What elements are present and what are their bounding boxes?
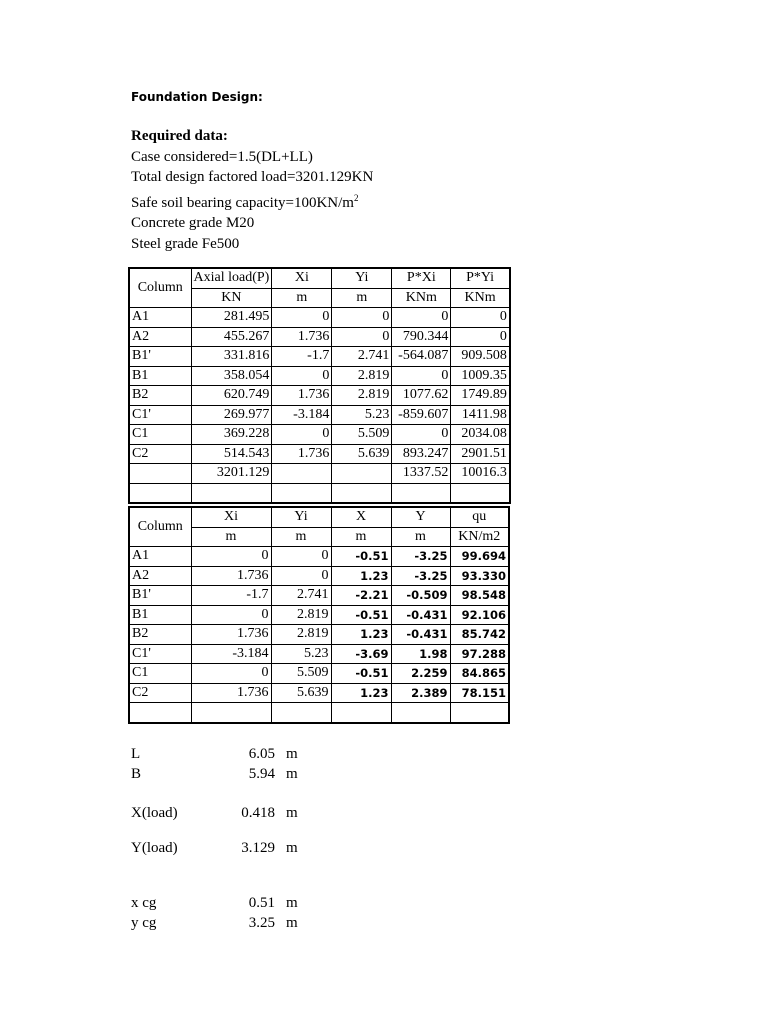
table-row <box>129 347 510 367</box>
summary-unit: m <box>286 746 298 762</box>
table-row <box>129 405 510 425</box>
header-cell: Axial load(P) <box>191 268 272 288</box>
summary-item <box>131 766 321 786</box>
summary-key: L <box>131 746 141 762</box>
value-cell: -3.25 <box>391 566 450 586</box>
unit-cell: m <box>191 527 271 547</box>
row-label: B1' <box>129 586 191 606</box>
row-label: A2 <box>129 566 191 586</box>
unit-cell: KNm <box>392 288 451 308</box>
value-cell: -3.69 <box>331 644 391 664</box>
header-cell: Y <box>391 507 450 527</box>
table-row <box>129 547 509 567</box>
column-header: Column <box>129 268 191 308</box>
value-cell: 909.508 <box>451 347 510 367</box>
summary-key: Y(load) <box>131 840 178 856</box>
unit-cell: m <box>271 527 331 547</box>
row-label: B2 <box>129 625 191 645</box>
unit-cell: m <box>332 288 392 308</box>
empty-cell <box>451 483 510 503</box>
table-row <box>129 625 509 645</box>
unit-cell: m <box>272 288 332 308</box>
value-cell: 2.741 <box>271 586 331 606</box>
value-cell: 0 <box>451 327 510 347</box>
header-cell: P*Xi <box>392 268 451 288</box>
summary-item <box>131 915 321 935</box>
value-cell: 0 <box>272 308 332 328</box>
table-row <box>129 664 509 684</box>
summary-unit: m <box>286 766 298 782</box>
page-heading: Foundation Design: <box>131 90 263 104</box>
value-cell: 2.819 <box>332 386 392 406</box>
value-cell: 2034.08 <box>451 425 510 445</box>
value-cell: -564.087 <box>392 347 451 367</box>
value-cell: 2.259 <box>391 664 450 684</box>
row-label: B1 <box>129 366 191 386</box>
value-cell: 2.819 <box>271 605 331 625</box>
empty-row <box>129 703 509 723</box>
value-cell: -3.25 <box>391 547 450 567</box>
value-cell: 0 <box>191 605 271 625</box>
total-cell <box>332 464 392 484</box>
value-cell: 0 <box>332 308 392 328</box>
value-cell: 2901.51 <box>451 444 510 464</box>
value-cell: -859.607 <box>392 405 451 425</box>
soil-bearing-capacity <box>131 188 373 214</box>
value-cell: 0 <box>271 566 331 586</box>
header-cell: Yi <box>332 268 392 288</box>
value-cell: -3.184 <box>191 644 271 664</box>
value-cell: 5.639 <box>332 444 392 464</box>
value-cell: 1.98 <box>391 644 450 664</box>
value-cell: 0 <box>392 308 451 328</box>
value-cell: -1.7 <box>191 586 271 606</box>
value-cell: 1009.35 <box>451 366 510 386</box>
unit-cell: KN/m2 <box>450 527 509 547</box>
summary-key: x cg <box>131 895 157 911</box>
header-cell: X <box>331 507 391 527</box>
header-cell: Yi <box>271 507 331 527</box>
empty-cell <box>272 483 332 503</box>
empty-row <box>129 483 510 503</box>
value-cell: 269.977 <box>191 405 272 425</box>
value-cell: 1.736 <box>191 625 271 645</box>
value-cell: 2.819 <box>332 366 392 386</box>
empty-cell <box>392 483 451 503</box>
value-cell: 281.495 <box>191 308 272 328</box>
value-cell: 1077.62 <box>392 386 451 406</box>
value-cell: 1749.89 <box>451 386 510 406</box>
value-cell: -0.431 <box>391 625 450 645</box>
summary-value: 5.94 <box>248 766 275 782</box>
empty-cell <box>332 483 392 503</box>
value-cell: -3.184 <box>272 405 332 425</box>
value-cell: -0.51 <box>331 664 391 684</box>
summary-item <box>131 840 321 860</box>
value-cell: 2.819 <box>271 625 331 645</box>
table-row <box>129 683 509 703</box>
empty-cell <box>129 703 191 723</box>
table-row <box>129 444 510 464</box>
summary-value: 0.418 <box>241 805 275 821</box>
row-label: B2 <box>129 386 191 406</box>
value-cell: 1.736 <box>191 683 271 703</box>
summary-unit: m <box>286 840 298 856</box>
value-cell: 78.151 <box>450 683 509 703</box>
row-label: A2 <box>129 327 191 347</box>
value-cell: 99.694 <box>450 547 509 567</box>
value-cell: 1.736 <box>272 444 332 464</box>
empty-cell <box>191 483 272 503</box>
case-considered: Case considered=1.5(DL+LL) <box>131 148 313 165</box>
table-row <box>129 327 510 347</box>
value-cell: -1.7 <box>272 347 332 367</box>
empty-cell <box>450 703 509 723</box>
value-cell: 5.509 <box>332 425 392 445</box>
row-label: C2 <box>129 444 191 464</box>
value-cell: 97.288 <box>450 644 509 664</box>
value-cell: 0 <box>332 327 392 347</box>
load-table <box>128 267 511 504</box>
value-cell: 0 <box>191 664 271 684</box>
header-cell: Xi <box>191 507 271 527</box>
total-cell: 3201.129 <box>191 464 272 484</box>
pressure-table <box>128 506 510 724</box>
column-header: Column <box>129 507 191 547</box>
value-cell: 0 <box>271 547 331 567</box>
value-cell: 620.749 <box>191 386 272 406</box>
value-cell: 84.865 <box>450 664 509 684</box>
total-load: Total design factored load=3201.129KN <box>131 169 374 185</box>
value-cell: 2.389 <box>391 683 450 703</box>
value-cell: 2.741 <box>332 347 392 367</box>
sbc-text: Safe soil bearing capacity=100KN/m <box>131 194 354 211</box>
value-cell: 5.23 <box>271 644 331 664</box>
value-cell: 790.344 <box>392 327 451 347</box>
empty-cell <box>271 703 331 723</box>
row-label: C2 <box>129 683 191 703</box>
table-row <box>129 425 510 445</box>
value-cell: 0 <box>392 425 451 445</box>
value-cell: 1.23 <box>331 625 391 645</box>
value-cell: 1411.98 <box>451 405 510 425</box>
summary-value: 3.129 <box>241 840 275 856</box>
value-cell: 5.509 <box>271 664 331 684</box>
summary-key: X(load) <box>131 805 178 821</box>
summary-value: 0.51 <box>248 895 275 911</box>
table-row <box>129 308 510 328</box>
summary-value: 3.25 <box>248 915 275 931</box>
table-row <box>129 586 509 606</box>
totals-row <box>129 464 510 484</box>
header-row <box>129 268 510 288</box>
total-cell: 10016.3 <box>451 464 510 484</box>
value-cell: -0.431 <box>391 605 450 625</box>
unit-cell: KNm <box>451 288 510 308</box>
required-data-block <box>131 126 373 254</box>
row-label: C1 <box>129 664 191 684</box>
required-data-title: Required data: <box>131 128 228 144</box>
sbc-superscript: 2 <box>353 192 359 203</box>
empty-cell <box>191 703 271 723</box>
value-cell: -0.51 <box>331 547 391 567</box>
unit-cell: KN <box>191 288 272 308</box>
summary-key: y cg <box>131 915 157 931</box>
row-label: A1 <box>129 547 191 567</box>
total-cell: 1337.52 <box>392 464 451 484</box>
row-label: B1' <box>129 347 191 367</box>
value-cell: 98.548 <box>450 586 509 606</box>
header-cell: P*Yi <box>451 268 510 288</box>
value-cell: 1.736 <box>272 327 332 347</box>
value-cell: 85.742 <box>450 625 509 645</box>
row-label: A1 <box>129 308 191 328</box>
empty-cell <box>391 703 450 723</box>
header-row <box>129 507 509 527</box>
table-row <box>129 386 510 406</box>
value-cell: 92.106 <box>450 605 509 625</box>
value-cell: 358.054 <box>191 366 272 386</box>
value-cell: 5.23 <box>332 405 392 425</box>
value-cell: 1.23 <box>331 683 391 703</box>
value-cell: 0 <box>272 425 332 445</box>
value-cell: -2.21 <box>331 586 391 606</box>
table-row <box>129 605 509 625</box>
value-cell: 369.228 <box>191 425 272 445</box>
row-label: C1' <box>129 405 191 425</box>
summary-item <box>131 805 321 825</box>
row-label: B1 <box>129 605 191 625</box>
table-row <box>129 366 510 386</box>
table-row <box>129 566 509 586</box>
unit-cell: m <box>391 527 450 547</box>
summary-key: B <box>131 766 142 782</box>
table-row <box>129 644 509 664</box>
value-cell: 5.639 <box>271 683 331 703</box>
value-cell: 0 <box>272 366 332 386</box>
summary-value: 6.05 <box>248 746 275 762</box>
total-cell <box>129 464 191 484</box>
unit-cell: m <box>331 527 391 547</box>
value-cell: 0 <box>392 366 451 386</box>
summary-unit: m <box>286 895 298 911</box>
summary-item <box>131 746 321 766</box>
value-cell: 893.247 <box>392 444 451 464</box>
value-cell: 331.816 <box>191 347 272 367</box>
concrete-grade: Concrete grade M20 <box>131 215 255 231</box>
empty-cell <box>129 483 191 503</box>
header-cell: Xi <box>272 268 332 288</box>
summary-unit: m <box>286 805 298 821</box>
total-cell <box>272 464 332 484</box>
summary-item <box>131 895 321 915</box>
row-label: C1 <box>129 425 191 445</box>
value-cell: 514.543 <box>191 444 272 464</box>
value-cell: 455.267 <box>191 327 272 347</box>
value-cell: 93.330 <box>450 566 509 586</box>
empty-cell <box>331 703 391 723</box>
steel-grade: Steel grade Fe500 <box>131 235 240 252</box>
value-cell: 1.736 <box>272 386 332 406</box>
value-cell: 0 <box>451 308 510 328</box>
header-cell: qu <box>450 507 509 527</box>
value-cell: 1.736 <box>191 566 271 586</box>
value-cell: -0.509 <box>391 586 450 606</box>
value-cell: 0 <box>191 547 271 567</box>
value-cell: 1.23 <box>331 566 391 586</box>
row-label: C1' <box>129 644 191 664</box>
value-cell: -0.51 <box>331 605 391 625</box>
summary-unit: m <box>286 915 298 931</box>
